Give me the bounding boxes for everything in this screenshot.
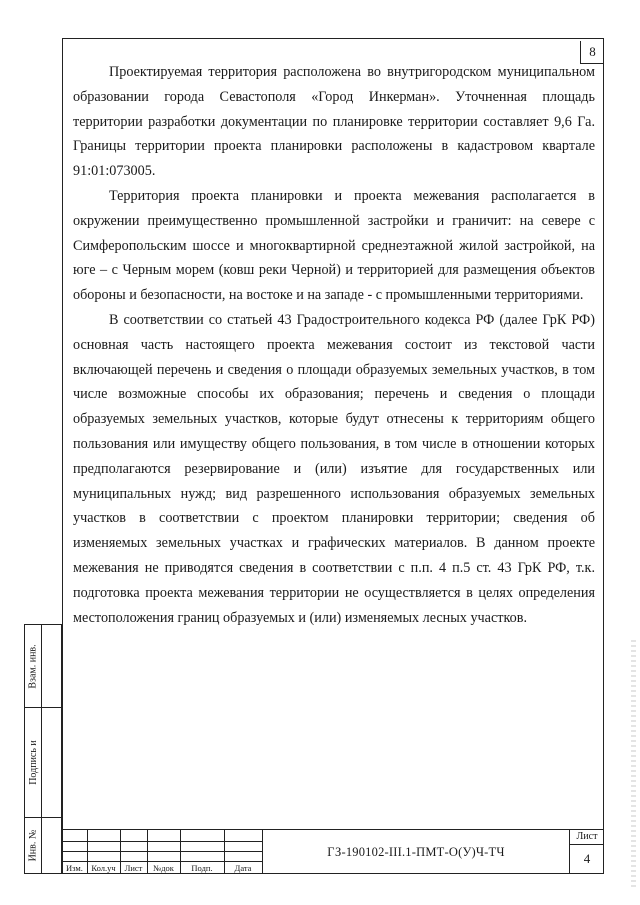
podpis-cell (25, 707, 41, 817)
sheet-number: 4 (583, 851, 591, 866)
paragraph-2: Территория проекта планировки и проекта межевания располагается в окружении преимущественно промышленной застройки и граничит: на севере с Симферопольским шоссе и многоквартирной среднеэтажной жилой застройкой, на юге – с Черным морем (ковш реки Черной) и территорией для размещения объектов обороны и безопасности, на востоке и на западе - с промышленными территориями. (73, 187, 595, 304)
revision-grid (62, 830, 262, 874)
inv-no-cell (25, 817, 41, 873)
col-data: Дата (234, 863, 252, 873)
podpis-label: Подпись и (27, 739, 39, 785)
vzam-inv-cell (25, 625, 41, 707)
col-podp: Подп. (191, 863, 213, 873)
paragraph-1: Проектируемая территория расположена во внутригородском муниципальном образовании города Севастополя «Город Инкерман». Уточненная площадь территории разработки документации по планировке территории составляет 9,6 Га. Границы территории проекта планировки расположены в кадастровом квартале 91:01:073005. (73, 64, 595, 180)
grid-line (62, 841, 262, 842)
col-izm: Изм. (66, 863, 83, 873)
side-stamp (24, 624, 62, 874)
document-body (73, 60, 595, 630)
side-stamp-value-column (41, 625, 62, 873)
document-code: ГЗ-190102-III.1-ПМТ-О(У)Ч-ТЧ (327, 844, 505, 859)
sheet-label: Лист (570, 830, 604, 845)
grid-line (62, 851, 262, 852)
scan-edge-artifact (631, 640, 636, 890)
title-block (62, 829, 604, 874)
col-list: Лист (124, 863, 143, 873)
paragraph-3: В соответствии со статьей 43 Градостроительного кодекса РФ (далее ГрК РФ) основная часть настоящего проекта межевания состоит из текстовой части включающей перечень и сведения о площади образуемых земельных участков, в том числе возможные способы их образования; перечень и сведения о площади образуемых земельных участков, которые будут отнесены к территориям общего пользования или имуществу общего пользования, в том числе в отношении которых предполагаются резервирование и (или) изъятие для государственных или муниципальных нужд; вид разрешенного использования образуемых земельных участков в соответствии с проектом планировки территории; сведения об изменяемых земельных участках и графических материалов. В данном проекте межевания не приводятся сведения в соответствии с п.п. 4 п.5 ст. 43 ГрК РФ, т.к. подготовка проекта межевания территории не осуществляется в целях определения местоположения границ образуемых и (или) изменяемых лесных участков. (73, 311, 595, 626)
inv-no-label: Инв. № (27, 829, 39, 861)
sheet-cell (569, 830, 604, 874)
col-n-dok: №док (153, 863, 174, 873)
vzam-inv-label: Взам. инв. (27, 643, 39, 689)
col-kol-uch: Кол.уч (91, 863, 116, 873)
page-corner-number: 8 (580, 41, 604, 64)
